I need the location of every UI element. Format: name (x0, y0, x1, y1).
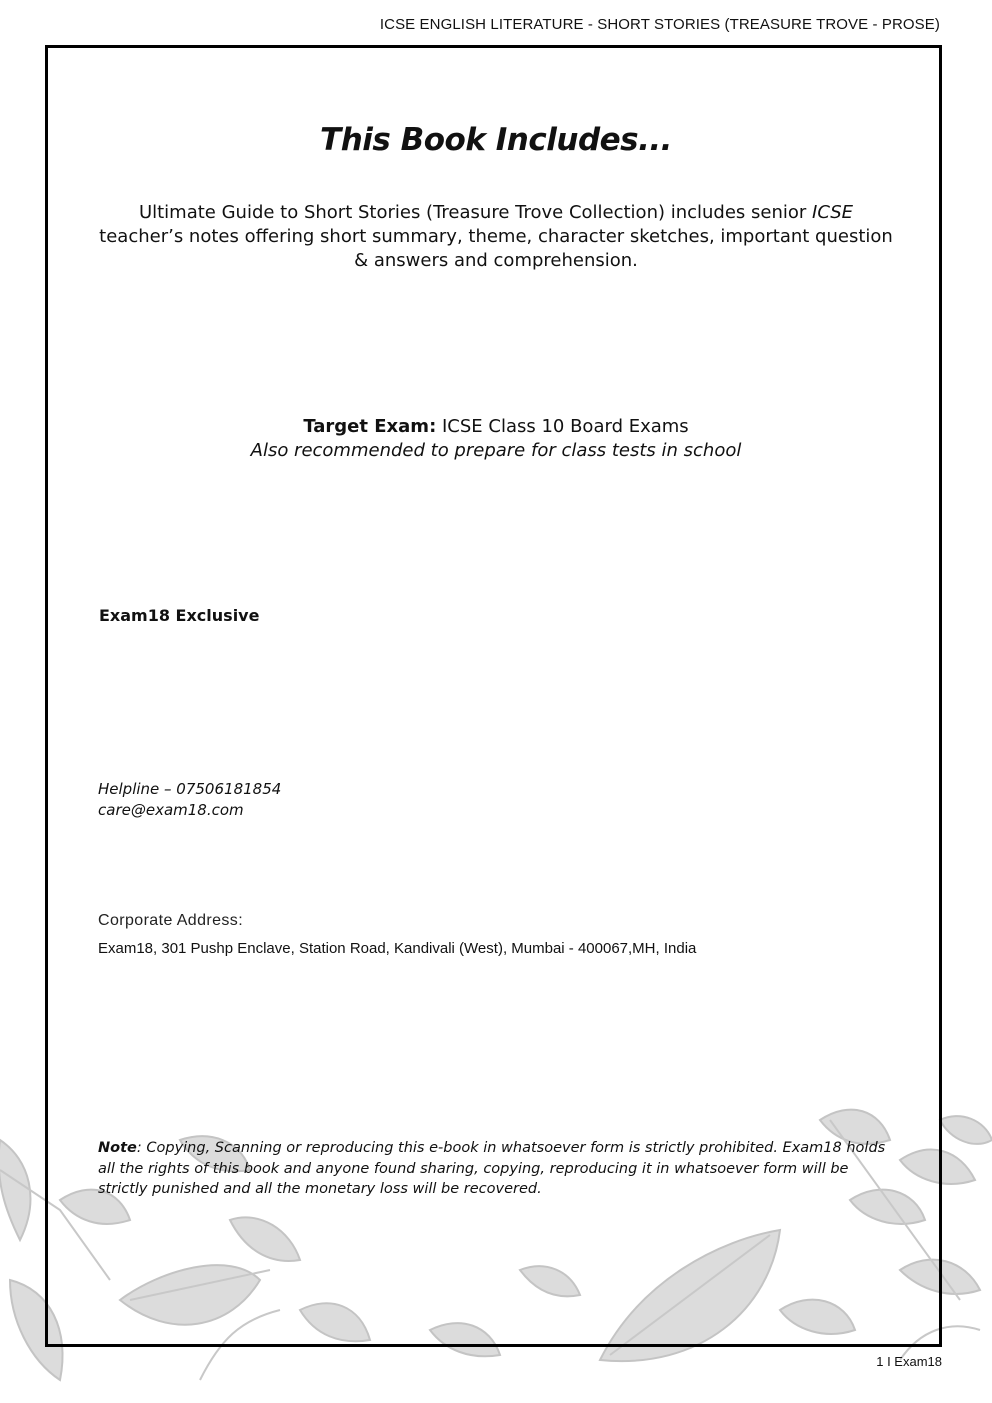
target-exam-line (0, 415, 992, 439)
corporate-address-label: Corporate Address: (98, 912, 244, 929)
note-text: : Copying, Scanning or reproducing this e-book in whatsoever form is strictly prohibited. Exam18 holds all the rights of this book and anyone found sharing, copying, reproducing it in whatsoever form will be strictly punished and all the monetary loss will be recovered. (98, 1140, 886, 1197)
intro-paragraph (96, 201, 896, 273)
helpline: Helpline – 07506181854 (98, 780, 282, 798)
note-label: Note (98, 1140, 137, 1156)
intro-icse-emphasis: ICSE (812, 202, 854, 223)
page-footer: 1 I Exam18 (876, 1354, 942, 1369)
running-header: ICSE ENGLISH LITERATURE - SHORT STORIES (TREASURE TROVE - PROSE) (379, 16, 940, 33)
target-recommendation: Also recommended to prepare for class tests in school (250, 440, 742, 461)
target-exam-block (0, 415, 992, 463)
intro-text-end: teacher’s notes offering short summary, theme, character sketches, important question & answers and comprehension. (99, 226, 893, 271)
exclusive-label: Exam18 Exclusive (99, 606, 260, 625)
copyright-note (98, 1138, 893, 1200)
target-exam-label: Target Exam: (303, 416, 437, 437)
corporate-address: Exam18, 301 Pushp Enclave, Station Road, Kandivali (West), Mumbai - 400067,MH, India (98, 940, 697, 957)
target-exam-value: ICSE Class 10 Board Exams (436, 416, 689, 437)
contact-block (98, 779, 281, 821)
email-link[interactable]: care@exam18.com (98, 801, 244, 819)
intro-text-start: Ultimate Guide to Short Stories (Treasure Trove Collection) includes senior (138, 202, 813, 223)
page-title: This Book Includes... (320, 122, 672, 158)
